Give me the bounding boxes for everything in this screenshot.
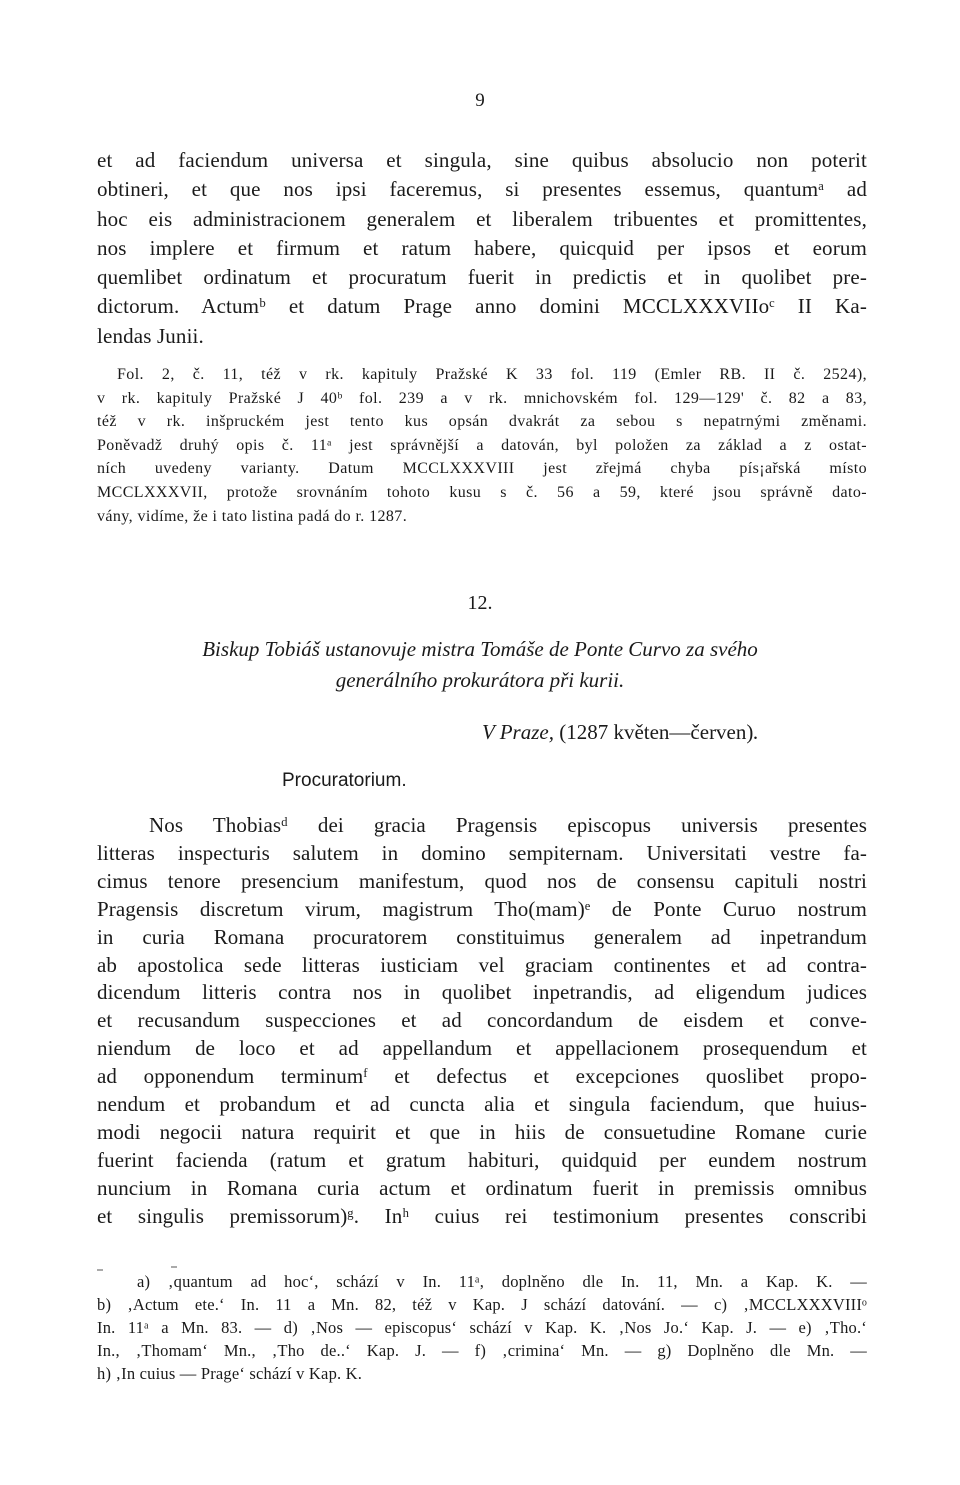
text-line: hoc eis administracionem generalem et liberalem tribuentes et promittentes, (97, 206, 867, 231)
text-line: dicendum litteris contra nos in quolibet inpetrandis, ad eligendum judices (97, 980, 867, 1005)
footnote-line: h) ‚In cuius — Prage‘ schází v Kap. K. (97, 1364, 363, 1384)
text-line: litteras inspecturis salutem in domino sempiternam. Universitati vestre fa- (97, 840, 867, 865)
text-line: et singulis premissorum)ᵍ. Inʰ cuius rei testimonium presentes conscribi (97, 1203, 867, 1228)
text-line: lendas Junii. (97, 323, 204, 348)
text-line: nendum et probandum et ad cuncta alia et singula faciendum, que huius- (97, 1092, 867, 1117)
place-date-end: . (753, 720, 759, 744)
text-line: ad opponendum terminumᶠ et defectus et excepciones quoslibet propo- (97, 1064, 867, 1089)
text-line: modi negocii natura requirit et que in hiis de consuetudine Romane curie (97, 1119, 867, 1144)
note-line: MCCLXXXVII, protože srovnáním tohoto kusu s č. 56 a 59, které jsou správně dato- (97, 483, 867, 501)
place-date (482, 720, 759, 745)
note-line: v rk. kapituly Pražské J 40ᵇ fol. 239 a v rk. mnichovském fol. 129—129' č. 82 a 83, (97, 389, 867, 407)
page-number: 9 (475, 90, 485, 111)
regest-line: generálního prokurátora při kurii. (335, 668, 625, 692)
text-line: Nos Thobiasᵈ dei gracia Pragensis episcopus universis presentes (149, 813, 867, 837)
footnote-line: In. 11ᵃ a Mn. 83. — d) ‚Nos — episcopus‘ schází v Kap. K. ‚Nos Jo.‘ Kap. J. — e) ‚Tho.‘ (97, 1318, 867, 1338)
text-line: in curia Romana procuratorem constituimus generalem ad inpetrandum (97, 924, 867, 949)
text-line: nuncium in Romana curia actum et ordinatum fuerit in premissis omnibus (97, 1175, 867, 1200)
footnote-line: In., ‚Thomam‘ Mn., ‚Tho de..‘ Kap. J. — f) ‚crimina‘ Mn. — g) Doplněno dle Mn. — (97, 1341, 867, 1361)
footnote-line: a) ‚quantum ad hoc‘, schází v In. 11ᵃ, doplněno dle In. 11, Mn. a Kap. K. — (137, 1272, 867, 1291)
note-line: vány, vidíme, že i tato listina padá do r. 1287. (97, 507, 408, 525)
main-text-block (97, 812, 867, 1231)
regest-line: Biskup Tobiáš ustanovuje mistra Tomáše de Ponte Curvo za svého (202, 637, 758, 661)
continued-text-block (97, 146, 867, 351)
text-line: cimus tenore presencium manifestum, quod nos de consensu capituli nostri (97, 868, 867, 893)
footnote-line: b) ‚Actum ete.‘ In. 11 a Mn. 82, též v Kap. J schází datování. — c) ‚MCCLXXXVIIIᵒ (97, 1295, 867, 1315)
procuratorium-heading: Procuratorium. (282, 770, 407, 791)
regest-heading (0, 634, 960, 696)
text-line: ab apostolica sede litteras iusticiam vel graciam continentes et ad contra- (97, 952, 867, 977)
text-line: quemlibet ordinatum et procuratum fuerit in predictis et in quolibet pre- (97, 265, 867, 290)
text-line: obtineri, et que nos ipsi faceremus, si presentes essemus, quantumᵃ ad (97, 177, 867, 202)
text-line: et recusandum suspecciones et ad concordandum de eisdem et conve- (97, 1008, 867, 1033)
footnotes-block (97, 1270, 867, 1385)
note-line: ních uvedeny varianty. Datum MCCLXXXVIII jest zřejmá chyba pís¡ařská místo (97, 460, 867, 478)
note-line: též v rk. inšpruckém jest tento kus opsán dvakrát za sebou s nepatrnými změnami. (97, 413, 867, 431)
text-line: dictorum. Actumᵇ et datum Prage anno domini MCCLXXXVIIoᶜ II Ka- (97, 294, 867, 319)
source-note-block (97, 363, 867, 528)
text-line: nos implere et firmum et ratum habere, quicquid per ipsos et eorum (97, 235, 867, 260)
note-line: Poněvadž druhý opis č. 11ᵃ jest správnější a datován, byl položen za základ a z ostat- (97, 436, 867, 454)
text-line: fuerint facienda (ratum et gratum habituri, quidquid per eundem nostrum (97, 1147, 867, 1172)
place-date-text: V Praze, (482, 720, 560, 744)
text-line: Pragensis discretum virum, magistrum Tho(mam)ᵉ de Ponte Curuo nostrum (97, 896, 867, 921)
document-number: 12. (467, 592, 493, 614)
place-date-paren: (1287 květen—červen) (559, 720, 754, 744)
text-line: et ad faciendum universa et singula, sine quibus absolucio non poterit (97, 148, 867, 172)
text-line: niendum de loco et ad appellandum et appellacionem prosequendum et (97, 1036, 867, 1061)
note-line: Fol. 2, č. 11, též v rk. kapituly Pražské K 33 fol. 119 (Emler RB. II č. 2524), (117, 366, 867, 383)
